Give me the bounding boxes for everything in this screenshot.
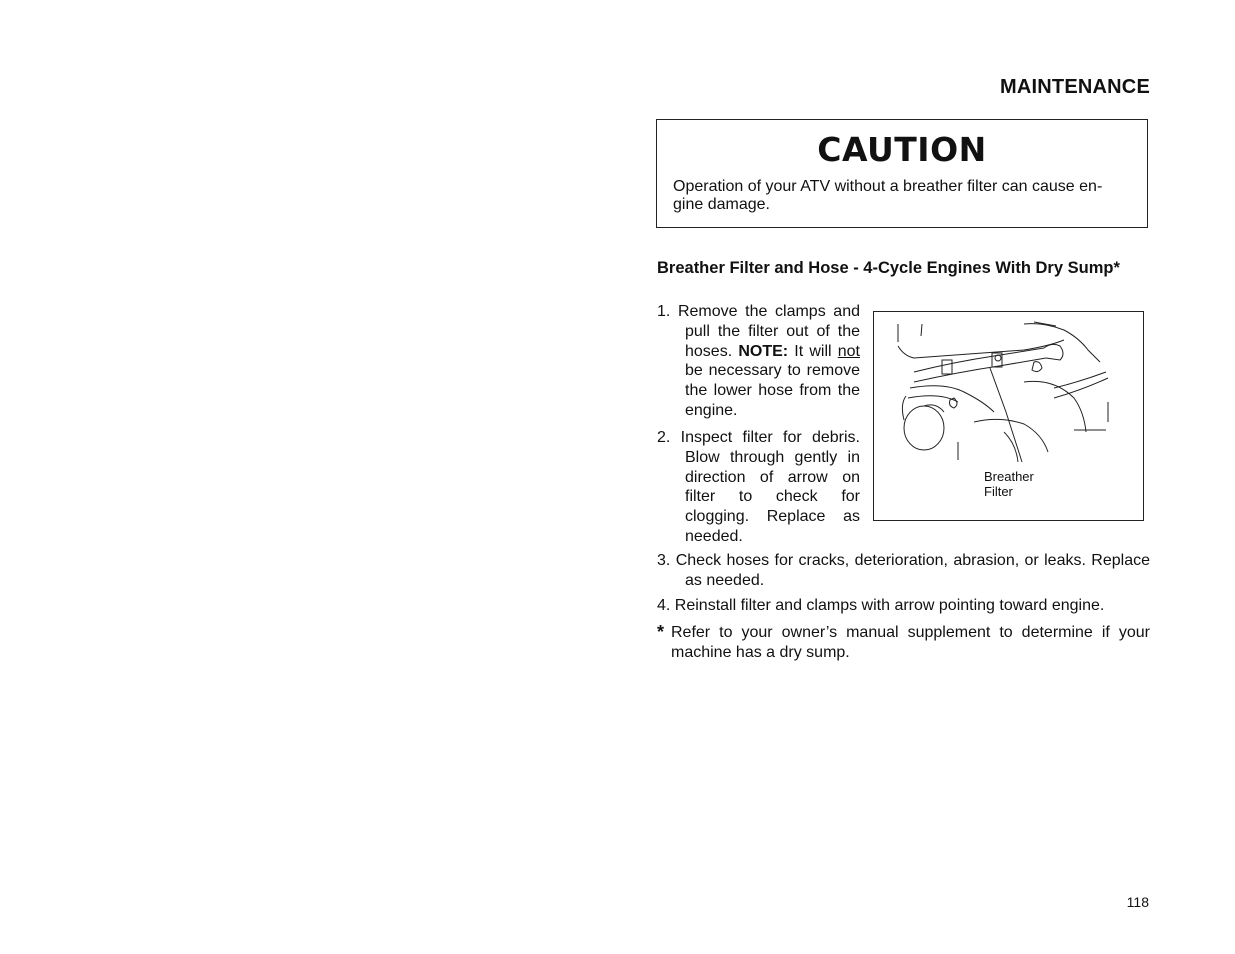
step-1-underlined: not bbox=[837, 342, 860, 360]
figure-label-line-2: Filter bbox=[984, 484, 1013, 499]
step-1-text-c: be necessary to remove the lower hose from the engine. bbox=[685, 362, 860, 419]
step-1-text-b: It will bbox=[794, 342, 832, 360]
caution-text: Operation of your ATV without a breather filter can cause en-gine damage. bbox=[673, 178, 1103, 213]
step-2-number: 2. bbox=[657, 429, 671, 446]
footnote bbox=[657, 623, 1150, 663]
figure-label-line-1: Breather bbox=[984, 469, 1034, 484]
footnote-marker: * bbox=[657, 622, 665, 642]
page-number: 118 bbox=[1126, 894, 1149, 910]
step-1-text-a: Remove the clamps and pull the filter out of the hoses. bbox=[677, 303, 861, 360]
step-3-text: Check hoses for cracks, deterioration, abrasion, or leaks. Replace as needed. bbox=[675, 552, 1150, 589]
step-1-number: 1. bbox=[657, 303, 671, 320]
step-1 bbox=[657, 302, 860, 421]
step-4 bbox=[657, 596, 1150, 616]
figure-label bbox=[984, 469, 1034, 499]
section-title: MAINTENANCE bbox=[1000, 76, 1150, 98]
step-2 bbox=[657, 428, 860, 547]
step-4-text: Reinstall filter and clamps with arrow pointing toward engine. bbox=[674, 597, 1105, 614]
caution-box bbox=[656, 119, 1148, 228]
step-3-number: 3. bbox=[657, 552, 671, 569]
step-1-note-label: NOTE: bbox=[738, 342, 789, 360]
step-2-text: Inspect filter for debris. Blow through gently in direction of arrow on filter to check for clogging. Replace as needed. bbox=[680, 429, 861, 545]
step-3 bbox=[657, 551, 1150, 591]
procedure-heading: Breather Filter and Hose - 4-Cycle Engines With Dry Sump* bbox=[657, 259, 1120, 277]
step-4-number: 4. bbox=[657, 597, 671, 614]
caution-title: CAUTION bbox=[817, 130, 987, 169]
breather-filter-figure bbox=[873, 311, 1144, 521]
footnote-text: Refer to your owner’s manual supplement to determine if your machine has a dry sump. bbox=[671, 624, 1150, 661]
